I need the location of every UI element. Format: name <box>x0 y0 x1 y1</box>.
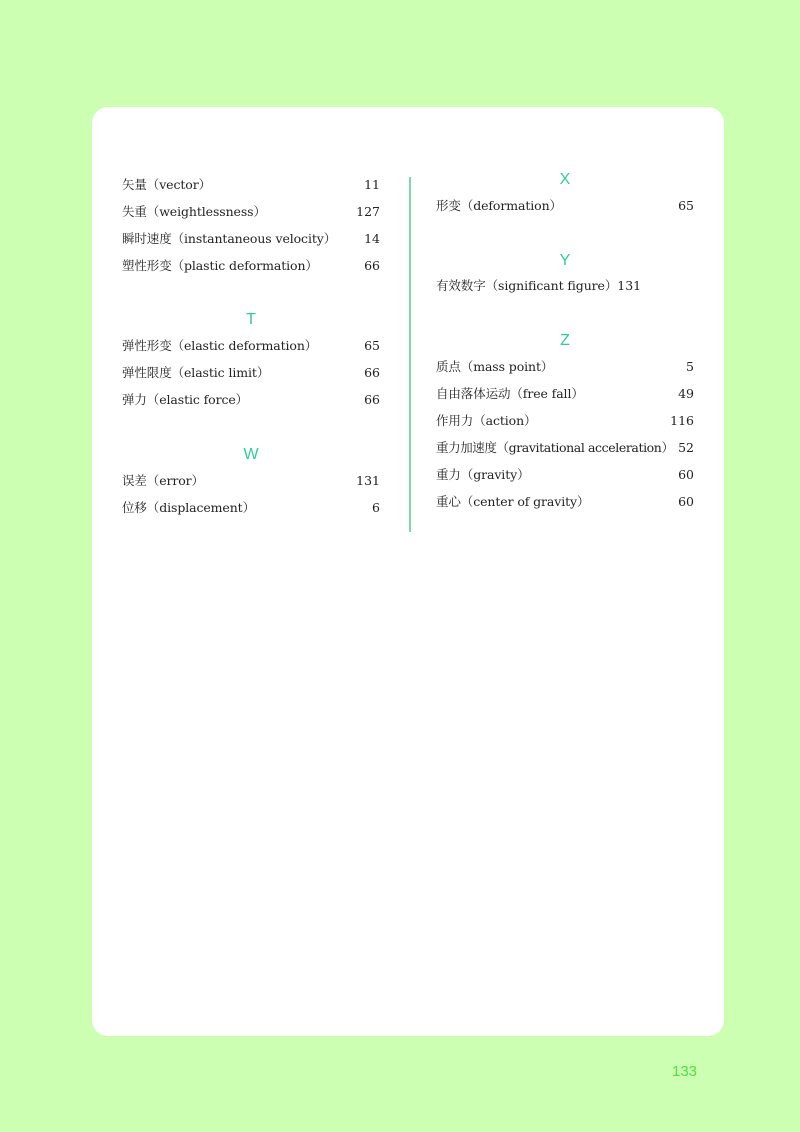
section-letter-x: X <box>559 171 571 188</box>
index-page-ref: 11 <box>364 177 380 192</box>
section-letter-y: Y <box>559 252 571 269</box>
index-page-ref: 60 <box>678 467 694 482</box>
index-entry <box>436 465 694 485</box>
index-entry <box>436 384 694 404</box>
index-term: 有效数字（significant figure） <box>436 278 618 293</box>
index-term: 弹性限度（elastic limit） <box>122 365 270 380</box>
index-page-ref: 66 <box>364 365 380 380</box>
index-entry <box>122 175 380 195</box>
index-entry <box>122 229 380 249</box>
index-page-ref: 60 <box>678 494 694 509</box>
index-page-ref: 52 <box>678 440 694 455</box>
index-entry <box>122 256 380 276</box>
index-page-ref: 66 <box>364 392 380 407</box>
index-term: 瞬时速度（instantaneous velocity） <box>122 231 337 246</box>
index-term: 误差（error） <box>122 473 204 488</box>
section-letter-w: W <box>243 446 259 463</box>
index-entry <box>122 363 380 383</box>
index-page-ref: 116 <box>670 413 694 428</box>
index-entry <box>436 438 694 458</box>
index-term: 重心（center of gravity） <box>436 494 590 509</box>
index-page-ref: 49 <box>678 386 694 401</box>
index-entry <box>436 492 694 512</box>
index-entry <box>122 336 380 356</box>
index-term: 弹力（elastic force） <box>122 392 249 407</box>
index-term: 塑性形变（plastic deformation） <box>122 258 318 273</box>
index-entry <box>122 202 380 222</box>
index-term: 质点（mass point） <box>436 359 554 374</box>
index-term: 弹性形变（elastic deformation） <box>122 338 318 353</box>
index-entry <box>436 196 694 216</box>
index-page-ref: 131 <box>617 278 642 293</box>
index-entry <box>122 471 380 491</box>
section-letter-t: T <box>246 311 256 328</box>
index-page-ref: 14 <box>364 231 380 246</box>
index-term: 矢量（vector） <box>122 177 211 192</box>
index-page-ref: 65 <box>678 198 694 213</box>
index-page-ref: 127 <box>356 204 380 219</box>
column-divider <box>409 177 411 532</box>
index-term: 作用力（action） <box>436 413 537 428</box>
index-term: 失重（weightlessness） <box>122 204 266 219</box>
index-term: 重力加速度（gravitational acceleration） <box>436 440 674 455</box>
index-term: 形变（deformation） <box>436 198 562 213</box>
index-term: 自由落体运动（free fall） <box>436 386 584 401</box>
section-letter-z: Z <box>560 332 570 349</box>
index-entry <box>122 390 380 410</box>
index-page-ref: 65 <box>364 338 380 353</box>
index-entry <box>436 411 694 431</box>
index-term: 重力（gravity） <box>436 467 530 482</box>
index-term: 位移（displacement） <box>122 500 255 515</box>
index-entry <box>122 498 380 518</box>
index-page-ref: 66 <box>364 258 380 273</box>
index-page-ref: 5 <box>686 359 694 374</box>
index-page-ref: 6 <box>372 500 380 515</box>
page-number: 133 <box>672 1063 698 1080</box>
index-page-ref: 131 <box>356 473 380 488</box>
index-entry <box>436 357 694 377</box>
index-entry <box>436 276 694 296</box>
